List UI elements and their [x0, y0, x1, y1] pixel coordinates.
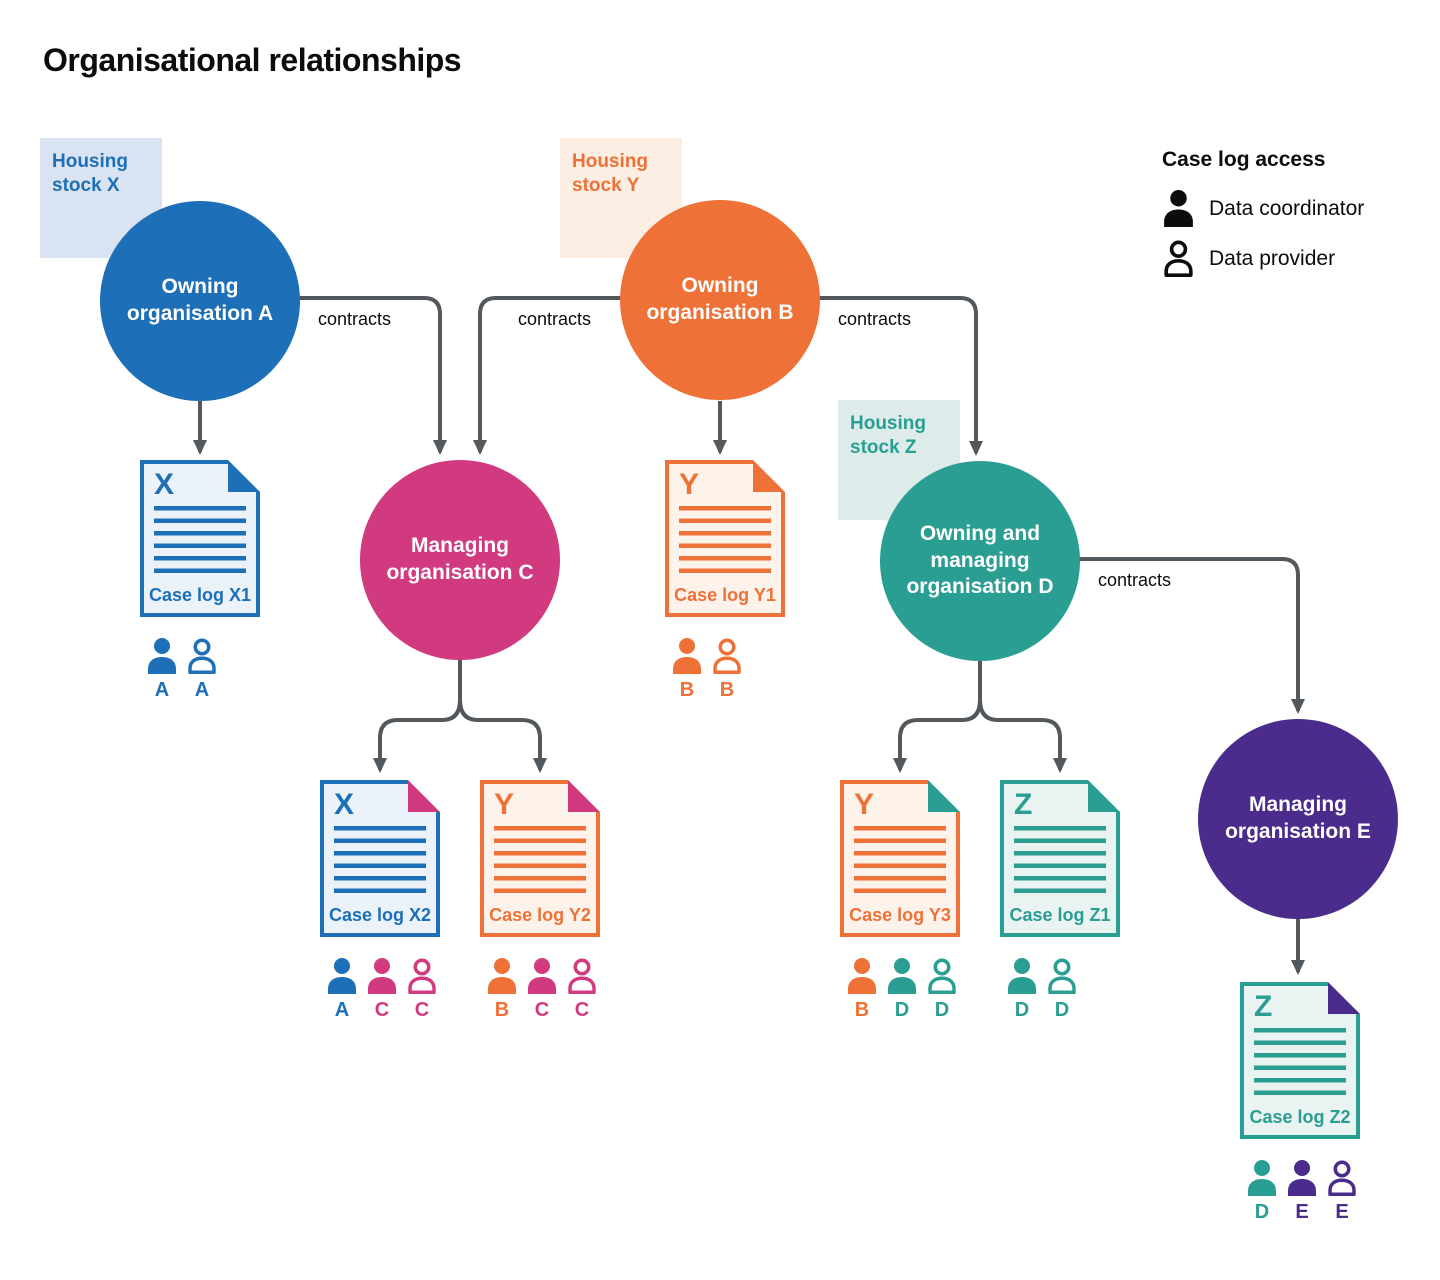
- org-circle-c: [360, 460, 560, 660]
- caselog-access-row: [140, 638, 260, 702]
- org-circle-e-label: Managing organisation E: [1225, 793, 1371, 843]
- data-provider-icon: [1046, 958, 1078, 994]
- org-circle-d-label: Owning and managing organisation D: [906, 521, 1054, 599]
- doc-stock-letter: Z: [1014, 788, 1033, 821]
- org-circle-e: [1198, 719, 1398, 919]
- caselog-title: Case log Y1: [674, 585, 776, 605]
- caselog-title: Case log Z2: [1249, 1107, 1351, 1127]
- doc-stock-letter: Z: [1254, 990, 1273, 1023]
- document-icon: [1240, 982, 1360, 1139]
- document-icon: [140, 460, 260, 617]
- housing-stock-x-label: Housing stock X: [40, 138, 162, 258]
- data-provider-icon: [406, 958, 438, 994]
- doc-folded-corner: [568, 780, 600, 812]
- person-coordinator: [146, 638, 178, 702]
- arrow-c-to-caselog-x2: [380, 700, 460, 770]
- data-coordinator-icon: [526, 958, 558, 994]
- person-coordinator: [846, 958, 878, 1022]
- housing-stock-z-label: Housing stock Z: [838, 400, 960, 520]
- org-circle-a: [100, 201, 300, 401]
- document-icon: [665, 460, 785, 617]
- person-coordinator: [526, 958, 558, 1022]
- caselog-card-z2: [1240, 982, 1360, 1224]
- data-coordinator-icon: [886, 958, 918, 994]
- person-provider: [711, 638, 743, 702]
- person-org-letter: C: [574, 999, 590, 1021]
- caselog-card-z1: [1000, 780, 1120, 1022]
- org-circle-b: [620, 200, 820, 400]
- contracts-label-d-e: contracts: [1098, 570, 1172, 590]
- arrow-d-to-caselog-z1: [980, 700, 1060, 770]
- person-org-letter: D: [1014, 999, 1030, 1021]
- person-org-letter: B: [854, 999, 870, 1021]
- person-org-letter: E: [1335, 1201, 1349, 1223]
- page-title: Organisational relationships: [43, 42, 462, 78]
- person-provider: [1326, 1160, 1358, 1224]
- doc-stock-letter: Y: [854, 788, 875, 821]
- legend-item-label: Data coordinator: [1209, 196, 1365, 220]
- person-provider: [566, 958, 598, 1022]
- data-coordinator-icon: [1162, 190, 1195, 227]
- caselog-access-row: [1000, 958, 1120, 1022]
- data-provider-icon: [186, 638, 218, 674]
- doc-folded-corner: [928, 780, 960, 812]
- contracts-label-b-c: contracts: [518, 309, 592, 329]
- caselog-card-x2: [320, 780, 440, 1022]
- data-provider-icon: [711, 638, 743, 674]
- caselog-title: Case log Z1: [1009, 905, 1111, 925]
- org-circle-a-label: Owning organisation A: [126, 275, 274, 325]
- data-coordinator-icon: [1246, 1160, 1278, 1196]
- legend-item-coordinator: [1162, 190, 1364, 227]
- doc-folded-corner: [753, 460, 785, 492]
- legend-title: Case log access: [1162, 148, 1326, 171]
- person-org-letter: B: [494, 999, 510, 1021]
- person-provider: [1046, 958, 1078, 1022]
- person-org-letter: C: [414, 999, 430, 1021]
- legend-item-label: Data provider: [1209, 246, 1336, 270]
- person-coordinator: [671, 638, 703, 702]
- arrow-d-to-caselog-y3: [900, 700, 980, 770]
- legend: [1162, 148, 1364, 290]
- doc-stock-letter: Y: [494, 788, 515, 821]
- data-provider-icon: [1326, 1160, 1358, 1196]
- person-coordinator: [1246, 1160, 1278, 1224]
- arrow-c-to-caselog-y2: [460, 700, 540, 770]
- doc-stock-letter: Y: [679, 468, 700, 501]
- person-coordinator: [326, 958, 358, 1022]
- person-coordinator: [486, 958, 518, 1022]
- caselog-card-x1: [140, 460, 260, 702]
- person-provider: [926, 958, 958, 1022]
- document-icon: [320, 780, 440, 937]
- person-org-letter: D: [934, 999, 950, 1021]
- person-org-letter: C: [374, 999, 390, 1021]
- doc-stock-letter: X: [154, 468, 175, 501]
- person-coordinator: [1286, 1160, 1318, 1224]
- org-circle-b-label: Owning organisation B: [646, 274, 794, 324]
- person-provider: [406, 958, 438, 1022]
- caselog-title: Case log Y2: [489, 905, 591, 925]
- doc-folded-corner: [408, 780, 440, 812]
- document-icon: [840, 780, 960, 937]
- org-circle-c-label: Managing organisation C: [386, 534, 534, 584]
- data-coordinator-icon: [326, 958, 358, 994]
- person-org-letter: A: [154, 679, 170, 701]
- doc-folded-corner: [1088, 780, 1120, 812]
- document-icon: [480, 780, 600, 937]
- caselog-title: Case log X1: [148, 585, 252, 605]
- org-circle-d: [880, 461, 1080, 661]
- legend-item-provider: [1162, 240, 1364, 277]
- caselog-card-y2: [480, 780, 600, 1022]
- doc-folded-corner: [228, 460, 260, 492]
- caselog-access-row: [480, 958, 600, 1022]
- housing-stock-y-label: Housing stock Y: [560, 138, 682, 258]
- doc-folded-corner: [1328, 982, 1360, 1014]
- data-coordinator-icon: [1286, 1160, 1318, 1196]
- caselog-access-row: [665, 638, 785, 702]
- caselog-card-y1: [665, 460, 785, 702]
- data-coordinator-icon: [146, 638, 178, 674]
- person-provider: [186, 638, 218, 702]
- person-org-letter: E: [1295, 1201, 1309, 1223]
- caselog-card-y3: [840, 780, 960, 1022]
- person-coordinator: [366, 958, 398, 1022]
- doc-stock-letter: X: [334, 788, 355, 821]
- person-org-letter: D: [894, 999, 910, 1021]
- person-org-letter: A: [194, 679, 210, 701]
- caselog-access-row: [1240, 1160, 1360, 1224]
- caselog-access-row: [840, 958, 960, 1022]
- data-coordinator-icon: [1006, 958, 1038, 994]
- person-org-letter: D: [1254, 1201, 1270, 1223]
- caselog-title: Case log X2: [328, 905, 432, 925]
- person-coordinator: [886, 958, 918, 1022]
- person-org-letter: C: [534, 999, 550, 1021]
- data-provider-icon: [566, 958, 598, 994]
- person-org-letter: A: [334, 999, 350, 1021]
- data-coordinator-icon: [366, 958, 398, 994]
- caselog-title: Case log Y3: [849, 905, 951, 925]
- contracts-label-b-d: contracts: [838, 309, 912, 329]
- caselog-access-row: [320, 958, 440, 1022]
- person-org-letter: B: [679, 679, 695, 701]
- data-provider-icon: [1162, 240, 1195, 277]
- document-icon: [1000, 780, 1120, 937]
- person-coordinator: [1006, 958, 1038, 1022]
- data-provider-icon: [926, 958, 958, 994]
- data-coordinator-icon: [486, 958, 518, 994]
- data-coordinator-icon: [671, 638, 703, 674]
- person-org-letter: B: [719, 679, 735, 701]
- contracts-label-a-c: contracts: [318, 309, 392, 329]
- data-coordinator-icon: [846, 958, 878, 994]
- person-org-letter: D: [1054, 999, 1070, 1021]
